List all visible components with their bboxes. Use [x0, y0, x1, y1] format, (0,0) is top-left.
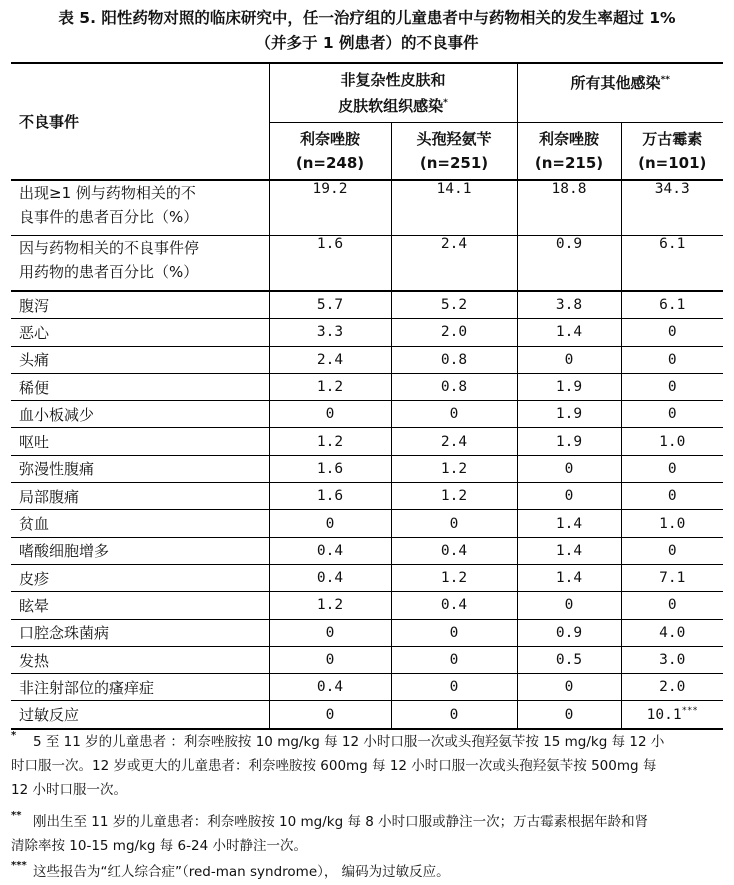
value-text: 10.1 — [646, 707, 682, 724]
footnote — [11, 810, 723, 858]
value-cell: 6.1 — [621, 236, 723, 292]
table-row — [11, 619, 723, 646]
table-row — [11, 346, 723, 373]
column-n: (n=101) — [638, 154, 707, 172]
value-cell — [269, 291, 391, 319]
value-cell — [391, 455, 517, 482]
value-cell — [391, 646, 517, 673]
value-cell: 18.8 — [517, 180, 621, 236]
value-text: 0 — [449, 515, 459, 532]
value-text: 1.4 — [555, 515, 583, 532]
value-cell: 19.2 — [269, 180, 391, 236]
row-header: 不良事件 — [11, 63, 269, 180]
value-cell — [269, 701, 391, 729]
table-row — [11, 701, 723, 729]
footnote — [11, 730, 723, 802]
value-text: 2.4 — [440, 433, 468, 450]
value-cell — [269, 592, 391, 619]
value-cell — [269, 373, 391, 400]
table-row — [11, 455, 723, 482]
value-text: 1.4 — [555, 570, 583, 587]
table-title-line-1: 表 5. 阳性药物对照的临床研究中，任一治疗组的儿童患者中与药物相关的发生率超过 1% — [58, 9, 676, 27]
column-name: 利奈唑胺 — [299, 130, 360, 148]
value-cell — [391, 510, 517, 537]
value-cell — [621, 537, 723, 564]
footnote — [11, 860, 723, 884]
row-label-line: 因与药物相关的不良事件停 — [19, 239, 200, 257]
value-text: 0 — [449, 406, 459, 423]
table-row — [11, 319, 723, 346]
value-text: 5.2 — [440, 297, 468, 314]
table-row — [11, 537, 723, 564]
value-cell — [517, 291, 621, 319]
table-row — [11, 236, 723, 292]
column-name: 利奈唑胺 — [539, 130, 600, 148]
value-cell — [269, 537, 391, 564]
value-cell: 14.1 — [391, 180, 517, 236]
footnote-mark: ** — [11, 810, 22, 821]
column-name: 头孢羟氨苄 — [416, 130, 492, 148]
row-label: 口腔念珠菌病 — [11, 619, 269, 646]
value-cell — [517, 510, 621, 537]
value-cell — [391, 537, 517, 564]
value-text: 0 — [564, 679, 574, 696]
footnote-line: 5 至 11 岁的儿童患者 ：利奈唑胺按 10 mg/kg 每 12 小时口服一次或头孢羟氨苄按 15 mg/kg 每 12 小 — [33, 734, 665, 750]
value-text: 0.4 — [440, 597, 468, 614]
value-text: 0 — [449, 679, 459, 696]
value-text: 1.9 — [555, 406, 583, 423]
value-cell: 2.4 — [391, 236, 517, 292]
value-text: 0 — [564, 351, 574, 368]
value-text: 0.4 — [316, 570, 344, 587]
value-text: 2.4 — [316, 351, 344, 368]
table-row — [11, 646, 723, 673]
footnote-line: 这些报告为“红人综合症”（red-man syndrome）， 编码为过敏反应。 — [33, 864, 450, 880]
value-cell — [621, 455, 723, 482]
value-cell — [391, 346, 517, 373]
row-label: 恶心 — [11, 319, 269, 346]
value-text: 0 — [667, 542, 677, 559]
value-cell — [621, 483, 723, 510]
table-row — [11, 180, 723, 236]
value-cell — [391, 619, 517, 646]
value-text: 0 — [449, 706, 459, 723]
adverse-events-table — [11, 62, 723, 730]
table-title — [0, 6, 734, 56]
value-text: 4.0 — [659, 624, 686, 641]
row-label-line: 出现≥1 例与药物相关的不 — [19, 184, 196, 202]
value-cell — [391, 674, 517, 701]
group-2-label: 所有其他感染 — [570, 73, 661, 92]
value-text: 0 — [564, 488, 574, 505]
value-text: 0.9 — [555, 624, 583, 641]
group-header-skin-infections — [269, 63, 517, 123]
value-text: 1.9 — [555, 379, 583, 396]
footnote-line: 12 小时口服一次。 — [11, 782, 127, 798]
value-text: 5.7 — [316, 297, 344, 314]
row-label: 皮疹 — [11, 564, 269, 591]
value-cell — [621, 701, 723, 729]
value-text: 1.2 — [440, 460, 468, 477]
value-text: 0.8 — [440, 379, 468, 396]
row-label: 非注射部位的瘙痒症 — [11, 674, 269, 701]
value-cell — [391, 592, 517, 619]
table-body — [11, 180, 723, 729]
value-text: 0 — [564, 597, 574, 614]
footnote-mark: *** — [681, 706, 698, 717]
table-row — [11, 564, 723, 591]
footnote-line: 时口服一次。12 岁或更大的儿童患者：利奈唑胺按 600mg 每 12 小时口服一次或头孢羟氨苄按 500mg 每 — [11, 758, 657, 774]
value-text: 0 — [325, 624, 335, 641]
value-cell — [517, 401, 621, 428]
value-text: 0.4 — [316, 542, 344, 559]
group-1-line-2: 皮肤软组织感染 — [338, 96, 444, 115]
value-text: 0 — [325, 515, 335, 532]
value-cell — [269, 564, 391, 591]
value-text: 1.6 — [316, 488, 344, 505]
value-text: 0 — [667, 597, 677, 614]
value-text: 1.4 — [555, 324, 583, 341]
value-text: 0 — [449, 624, 459, 641]
value-cell — [517, 428, 621, 455]
row-label: 头痛 — [11, 346, 269, 373]
value-cell — [621, 428, 723, 455]
value-text: 3.8 — [555, 297, 583, 314]
value-cell — [269, 510, 391, 537]
value-cell — [269, 346, 391, 373]
table-row — [11, 674, 723, 701]
value-cell — [621, 319, 723, 346]
row-label-line: 良事件的患者百分比（%） — [19, 208, 199, 226]
value-cell — [269, 319, 391, 346]
group-2-mark: ** — [660, 74, 670, 85]
value-cell — [269, 619, 391, 646]
value-text: 0.4 — [440, 542, 468, 559]
value-cell — [391, 483, 517, 510]
value-text: 1.4 — [555, 542, 583, 559]
value-text: 2.0 — [440, 324, 468, 341]
row-label: 腹泻 — [19, 296, 50, 315]
group-1-mark: * — [443, 97, 448, 108]
value-text: 0 — [667, 460, 677, 477]
table-row — [11, 592, 723, 619]
table-row — [11, 373, 723, 400]
row-label: 嗜酸细胞增多 — [11, 537, 269, 564]
value-cell — [269, 455, 391, 482]
value-text: 1.2 — [316, 597, 344, 614]
group-1-line-1: 非复杂性皮肤和 — [340, 70, 446, 89]
row-label: 呕吐 — [11, 428, 269, 455]
value-text: 0 — [667, 324, 677, 341]
value-text: 0.4 — [316, 679, 344, 696]
row-label: 过敏反应 — [11, 701, 269, 729]
column-name: 万古霉素 — [642, 130, 703, 148]
value-cell — [621, 373, 723, 400]
footnote-mark: *** — [11, 860, 27, 871]
value-cell — [517, 373, 621, 400]
value-text: 1.2 — [316, 433, 344, 450]
value-cell — [391, 701, 517, 729]
value-cell — [621, 346, 723, 373]
value-text: 0 — [667, 351, 677, 368]
value-text: 0.5 — [555, 652, 583, 668]
table-row — [11, 510, 723, 537]
footnote-text — [11, 810, 723, 858]
footnote-mark: * — [11, 730, 17, 741]
value-text: 1.0 — [659, 515, 686, 532]
value-text: 1.0 — [659, 433, 686, 450]
footnote-text — [11, 860, 723, 884]
value-cell: 0.9 — [517, 236, 621, 292]
column-header — [391, 123, 517, 181]
row-label: 眩晕 — [11, 592, 269, 619]
column-header — [621, 123, 723, 181]
value-text: 0 — [667, 406, 677, 423]
row-label: 弥漫性腹痛 — [11, 455, 269, 482]
value-cell — [621, 291, 723, 319]
table-row — [11, 428, 723, 455]
value-cell — [517, 674, 621, 701]
row-label: 局部腹痛 — [11, 483, 269, 510]
value-cell — [517, 564, 621, 591]
value-cell — [517, 346, 621, 373]
value-text: 6.1 — [659, 297, 686, 314]
value-text: 3.0 — [659, 652, 686, 668]
group-header-other-infections — [517, 63, 723, 123]
value-cell — [391, 291, 517, 319]
footnote-text — [11, 730, 723, 802]
value-cell — [391, 319, 517, 346]
value-cell: 34.3 — [621, 180, 723, 236]
row-label: 血小板减少 — [11, 401, 269, 428]
row-label: 稀便 — [11, 373, 269, 400]
value-cell — [621, 592, 723, 619]
row-label: 发热 — [11, 646, 269, 673]
value-text: 0 — [667, 379, 677, 396]
value-text: 0 — [564, 460, 574, 477]
value-cell — [517, 619, 621, 646]
value-text: 1.9 — [555, 433, 583, 450]
table-title-line-2: （并多于 1 例患者）的不良事件 — [255, 34, 479, 52]
value-text: 3.3 — [316, 324, 344, 341]
value-text: 0 — [325, 706, 335, 723]
value-text: 1.2 — [440, 488, 468, 505]
value-text: 0 — [449, 652, 459, 668]
value-text: 0 — [564, 706, 574, 723]
value-text: 1.6 — [316, 460, 344, 477]
value-cell — [517, 483, 621, 510]
column-header — [269, 123, 391, 181]
footnote-line: 清除率按 10-15 mg/kg 每 6-24 小时静注一次。 — [11, 838, 307, 854]
value-cell: 1.6 — [269, 236, 391, 292]
column-n: (n=251) — [419, 154, 489, 172]
value-cell — [517, 319, 621, 346]
column-n: (n=215) — [534, 154, 604, 172]
column-n: (n=248) — [295, 154, 365, 172]
value-cell — [621, 619, 723, 646]
value-cell — [391, 373, 517, 400]
value-cell — [517, 701, 621, 729]
value-cell — [517, 537, 621, 564]
table-row — [11, 401, 723, 428]
value-cell — [391, 401, 517, 428]
row-label-line: 用药物的患者百分比（%） — [19, 263, 199, 281]
value-cell — [621, 674, 723, 701]
value-text: 1.2 — [316, 379, 344, 396]
row-label — [11, 180, 269, 236]
row-label: 贫血 — [11, 510, 269, 537]
value-text: 2.0 — [659, 679, 686, 696]
value-cell — [391, 564, 517, 591]
value-cell — [621, 564, 723, 591]
value-text: 0 — [667, 488, 677, 505]
value-text: 7.1 — [659, 570, 686, 587]
value-cell — [269, 483, 391, 510]
value-cell — [621, 510, 723, 537]
value-text: 0.8 — [440, 351, 468, 368]
value-cell — [517, 592, 621, 619]
row-label — [11, 236, 269, 292]
value-cell — [391, 428, 517, 455]
value-cell — [269, 401, 391, 428]
value-cell — [517, 646, 621, 673]
column-header — [517, 123, 621, 181]
value-text: 0 — [325, 406, 335, 423]
value-cell — [621, 646, 723, 673]
value-cell — [517, 455, 621, 482]
table-row — [11, 483, 723, 510]
footnote-line: 刚出生至 11 岁的儿童患者：利奈唑胺按 10 mg/kg 每 8 小时口服或静注一次；万古霉素根据年龄和肾 — [33, 814, 649, 830]
value-cell — [621, 401, 723, 428]
table-row — [11, 291, 723, 319]
value-text: 1.2 — [440, 570, 468, 587]
value-text: 0 — [325, 652, 335, 668]
value-cell — [269, 674, 391, 701]
value-cell — [269, 646, 391, 673]
value-cell — [269, 428, 391, 455]
